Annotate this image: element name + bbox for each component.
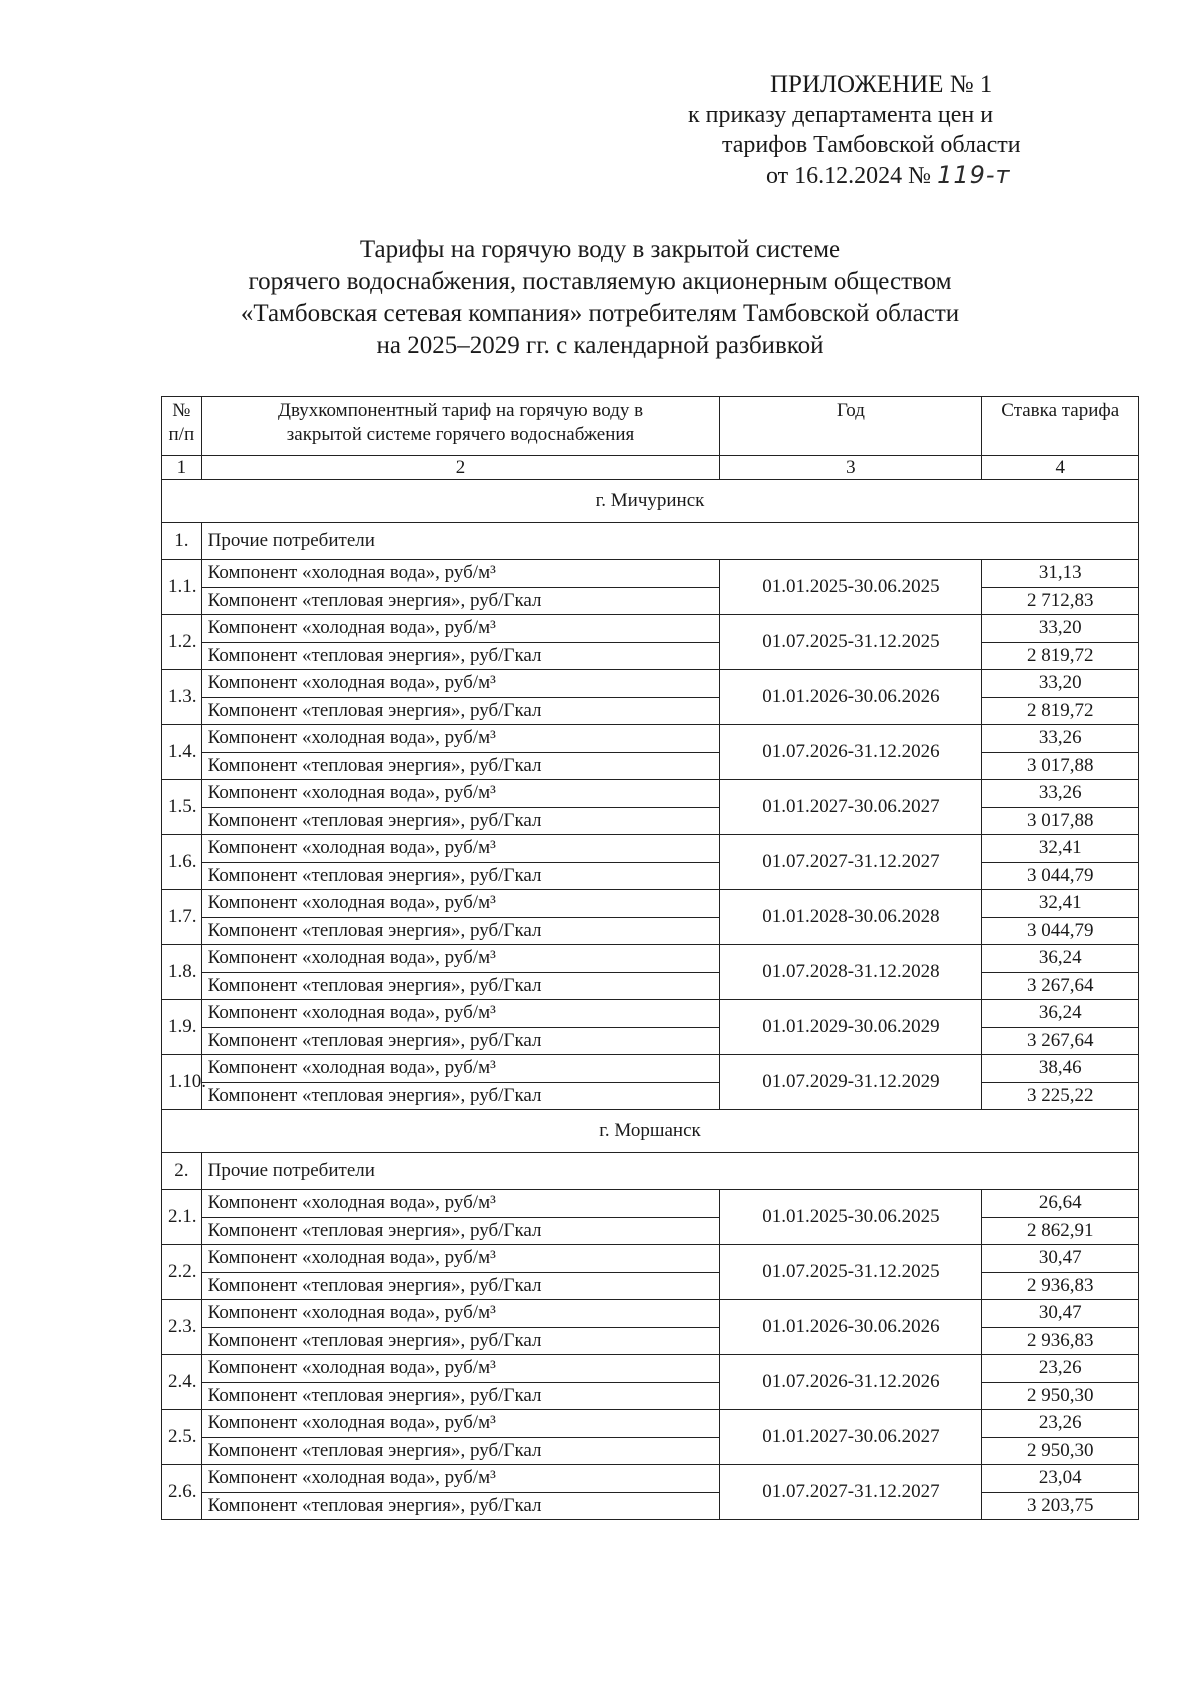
column-index: 1: [162, 456, 202, 480]
component-heat-label: Компонент «тепловая энергия», руб/Гкал: [201, 1327, 720, 1355]
period: 01.01.2028-30.06.2028: [720, 890, 982, 945]
component-heat-label: Компонент «тепловая энергия», руб/Гкал: [201, 1272, 720, 1300]
component-heat-label: Компонент «тепловая энергия», руб/Гкал: [201, 1217, 720, 1245]
header-num: [162, 397, 202, 456]
row-number: 1.1.: [162, 560, 202, 615]
row-number: 1.6.: [162, 835, 202, 890]
table-row: [162, 1217, 1139, 1245]
rate-heat-energy: 2 936,83: [982, 1327, 1139, 1355]
component-cold-label: Компонент «холодная вода», руб/м³: [201, 1300, 720, 1328]
table-row: [162, 615, 1139, 643]
period: 01.07.2027-31.12.2027: [720, 1465, 982, 1520]
row-number: 2.4.: [162, 1355, 202, 1410]
component-cold-label: Компонент «холодная вода», руб/м³: [201, 890, 720, 918]
row-number: 1.4.: [162, 725, 202, 780]
row-number: 1.2.: [162, 615, 202, 670]
component-heat-label: Компонент «тепловая энергия», руб/Гкал: [201, 697, 720, 725]
rate-cold-water: 23,04: [982, 1465, 1139, 1493]
header-name-line-1: Двухкомпонентный тариф на горячую воду в: [277, 400, 644, 421]
city-row: [162, 480, 1139, 523]
appendix-date-line: [640, 160, 1100, 191]
group-number: 1.: [162, 523, 202, 560]
table-row: [162, 862, 1139, 890]
title-line-2: горячего водоснабжения, поставляемую акционерным обществом: [248, 268, 952, 295]
header-num-line-1: №: [172, 400, 191, 421]
header-year: Год: [720, 397, 982, 456]
table-row: [162, 725, 1139, 753]
rate-cold-water: 30,47: [982, 1300, 1139, 1328]
period: 01.07.2026-31.12.2026: [720, 1355, 982, 1410]
component-cold-label: Компонент «холодная вода», руб/м³: [201, 835, 720, 863]
table-row: [162, 1327, 1139, 1355]
group-name: Прочие потребители: [201, 523, 1138, 560]
appendix-header: [640, 70, 1100, 191]
group-row: [162, 523, 1139, 560]
table-row: [162, 1245, 1139, 1273]
table-row: [162, 807, 1139, 835]
table-row: [162, 780, 1139, 808]
table-row: [162, 560, 1139, 588]
appendix-title: ПРИЛОЖЕНИЕ № 1: [770, 71, 993, 98]
rate-heat-energy: 3 017,88: [982, 807, 1139, 835]
period: 01.01.2027-30.06.2027: [720, 780, 982, 835]
period: 01.07.2029-31.12.2029: [720, 1055, 982, 1110]
rate-heat-energy: 2 936,83: [982, 1272, 1139, 1300]
column-index: 3: [720, 456, 982, 480]
rate-cold-water: 33,20: [982, 670, 1139, 698]
rate-cold-water: 38,46: [982, 1055, 1139, 1083]
period: 01.07.2025-31.12.2025: [720, 1245, 982, 1300]
row-number: 2.5.: [162, 1410, 202, 1465]
rate-heat-energy: 3 203,75: [982, 1492, 1139, 1520]
component-heat-label: Компонент «тепловая энергия», руб/Гкал: [201, 972, 720, 1000]
component-heat-label: Компонент «тепловая энергия», руб/Гкал: [201, 752, 720, 780]
rate-cold-water: 33,26: [982, 725, 1139, 753]
rate-heat-energy: 2 819,72: [982, 642, 1139, 670]
column-index-row: [162, 456, 1139, 480]
table-row: [162, 890, 1139, 918]
table-row: [162, 1082, 1139, 1110]
city-name: г. Моршанск: [162, 1110, 1139, 1153]
rate-heat-energy: 3 225,22: [982, 1082, 1139, 1110]
rate-heat-energy: 3 017,88: [982, 752, 1139, 780]
component-cold-label: Компонент «холодная вода», руб/м³: [201, 780, 720, 808]
rate-heat-energy: 2 950,30: [982, 1437, 1139, 1465]
component-heat-label: Компонент «тепловая энергия», руб/Гкал: [201, 1027, 720, 1055]
title-line-1: Тарифы на горячую воду в закрытой системе: [359, 236, 841, 263]
city-name: г. Мичуринск: [162, 480, 1139, 523]
header-name-line-2: закрытой системе горячего водоснабжения: [286, 424, 635, 445]
component-cold-label: Компонент «холодная вода», руб/м³: [201, 1465, 720, 1493]
row-number: 1.3.: [162, 670, 202, 725]
component-heat-label: Компонент «тепловая энергия», руб/Гкал: [201, 862, 720, 890]
period: 01.07.2025-31.12.2025: [720, 615, 982, 670]
row-number: 1.10.: [162, 1055, 202, 1110]
header-num-line-2: п/п: [168, 424, 195, 445]
rate-cold-water: 33,20: [982, 615, 1139, 643]
component-cold-label: Компонент «холодная вода», руб/м³: [201, 560, 720, 588]
order-number-handwritten: 119-т: [937, 161, 1011, 189]
row-number: 2.6.: [162, 1465, 202, 1520]
row-number: 2.1.: [162, 1190, 202, 1245]
component-heat-label: Компонент «тепловая энергия», руб/Гкал: [201, 1382, 720, 1410]
component-cold-label: Компонент «холодная вода», руб/м³: [201, 670, 720, 698]
rate-heat-energy: 2 862,91: [982, 1217, 1139, 1245]
group-row: [162, 1153, 1139, 1190]
tariffs-table: [161, 396, 1139, 1520]
table-row: [162, 670, 1139, 698]
group-number: 2.: [162, 1153, 202, 1190]
table-row: [162, 972, 1139, 1000]
rate-cold-water: 36,24: [982, 945, 1139, 973]
component-cold-label: Компонент «холодная вода», руб/м³: [201, 945, 720, 973]
table-row: [162, 1027, 1139, 1055]
period: 01.07.2026-31.12.2026: [720, 725, 982, 780]
component-heat-label: Компонент «тепловая энергия», руб/Гкал: [201, 917, 720, 945]
table-row: [162, 697, 1139, 725]
period: 01.01.2029-30.06.2029: [720, 1000, 982, 1055]
appendix-department: тарифов Тамбовской области: [722, 132, 1021, 158]
table-row: [162, 1382, 1139, 1410]
header-rate: Ставка тарифа: [982, 397, 1139, 456]
table-row: [162, 587, 1139, 615]
column-index: 4: [982, 456, 1139, 480]
period: 01.01.2026-30.06.2026: [720, 670, 982, 725]
component-heat-label: Компонент «тепловая энергия», руб/Гкал: [201, 1492, 720, 1520]
table-row: [162, 642, 1139, 670]
table-row: [162, 1272, 1139, 1300]
city-row: [162, 1110, 1139, 1153]
rate-cold-water: 36,24: [982, 1000, 1139, 1028]
rate-heat-energy: 3 044,79: [982, 917, 1139, 945]
table-row: [162, 1465, 1139, 1493]
table-row: [162, 1300, 1139, 1328]
document-title: [150, 234, 1050, 362]
row-number: 1.7.: [162, 890, 202, 945]
table-row: [162, 1410, 1139, 1438]
table-row: [162, 752, 1139, 780]
table-row: [162, 1000, 1139, 1028]
component-cold-label: Компонент «холодная вода», руб/м³: [201, 1355, 720, 1383]
period: 01.07.2027-31.12.2027: [720, 835, 982, 890]
title-line-3: «Тамбовская сетевая компания» потребителям Тамбовской области: [240, 300, 960, 327]
appendix-order-ref: к приказу департамента цен и: [688, 102, 994, 128]
table-row: [162, 1492, 1139, 1520]
appendix-date: от 16.12.2024 №: [766, 163, 932, 189]
table-row: [162, 1055, 1139, 1083]
rate-cold-water: 26,64: [982, 1190, 1139, 1218]
component-heat-label: Компонент «тепловая энергия», руб/Гкал: [201, 587, 720, 615]
table-row: [162, 917, 1139, 945]
header-name: [201, 397, 720, 456]
column-index: 2: [201, 456, 720, 480]
row-number: 1.5.: [162, 780, 202, 835]
table-row: [162, 1190, 1139, 1218]
rate-cold-water: 30,47: [982, 1245, 1139, 1273]
period: 01.07.2028-31.12.2028: [720, 945, 982, 1000]
rate-heat-energy: 2 819,72: [982, 697, 1139, 725]
component-cold-label: Компонент «холодная вода», руб/м³: [201, 615, 720, 643]
period: 01.01.2027-30.06.2027: [720, 1410, 982, 1465]
component-cold-label: Компонент «холодная вода», руб/м³: [201, 1245, 720, 1273]
rate-heat-energy: 2 950,30: [982, 1382, 1139, 1410]
table-row: [162, 945, 1139, 973]
period: 01.01.2025-30.06.2025: [720, 1190, 982, 1245]
row-number: 1.8.: [162, 945, 202, 1000]
table-row: [162, 1437, 1139, 1465]
component-heat-label: Компонент «тепловая энергия», руб/Гкал: [201, 1082, 720, 1110]
component-heat-label: Компонент «тепловая энергия», руб/Гкал: [201, 1437, 720, 1465]
tariffs-table-body: [162, 397, 1139, 1520]
row-number: 2.2.: [162, 1245, 202, 1300]
component-heat-label: Компонент «тепловая энергия», руб/Гкал: [201, 807, 720, 835]
component-cold-label: Компонент «холодная вода», руб/м³: [201, 1410, 720, 1438]
rate-cold-water: 23,26: [982, 1410, 1139, 1438]
period: 01.01.2025-30.06.2025: [720, 560, 982, 615]
title-line-4: на 2025–2029 гг. с календарной разбивкой: [376, 332, 824, 359]
table-row: [162, 1355, 1139, 1383]
rate-heat-energy: 3 267,64: [982, 972, 1139, 1000]
table-row: [162, 835, 1139, 863]
component-cold-label: Компонент «холодная вода», руб/м³: [201, 1190, 720, 1218]
rate-cold-water: 33,26: [982, 780, 1139, 808]
period: 01.01.2026-30.06.2026: [720, 1300, 982, 1355]
component-cold-label: Компонент «холодная вода», руб/м³: [201, 1055, 720, 1083]
rate-heat-energy: 3 267,64: [982, 1027, 1139, 1055]
rate-heat-energy: 3 044,79: [982, 862, 1139, 890]
component-cold-label: Компонент «холодная вода», руб/м³: [201, 1000, 720, 1028]
rate-cold-water: 23,26: [982, 1355, 1139, 1383]
rate-cold-water: 32,41: [982, 890, 1139, 918]
table-header-row: [162, 397, 1139, 456]
rate-cold-water: 31,13: [982, 560, 1139, 588]
rate-cold-water: 32,41: [982, 835, 1139, 863]
row-number: 2.3.: [162, 1300, 202, 1355]
component-cold-label: Компонент «холодная вода», руб/м³: [201, 725, 720, 753]
component-heat-label: Компонент «тепловая энергия», руб/Гкал: [201, 642, 720, 670]
row-number: 1.9.: [162, 1000, 202, 1055]
group-name: Прочие потребители: [201, 1153, 1138, 1190]
rate-heat-energy: 2 712,83: [982, 587, 1139, 615]
